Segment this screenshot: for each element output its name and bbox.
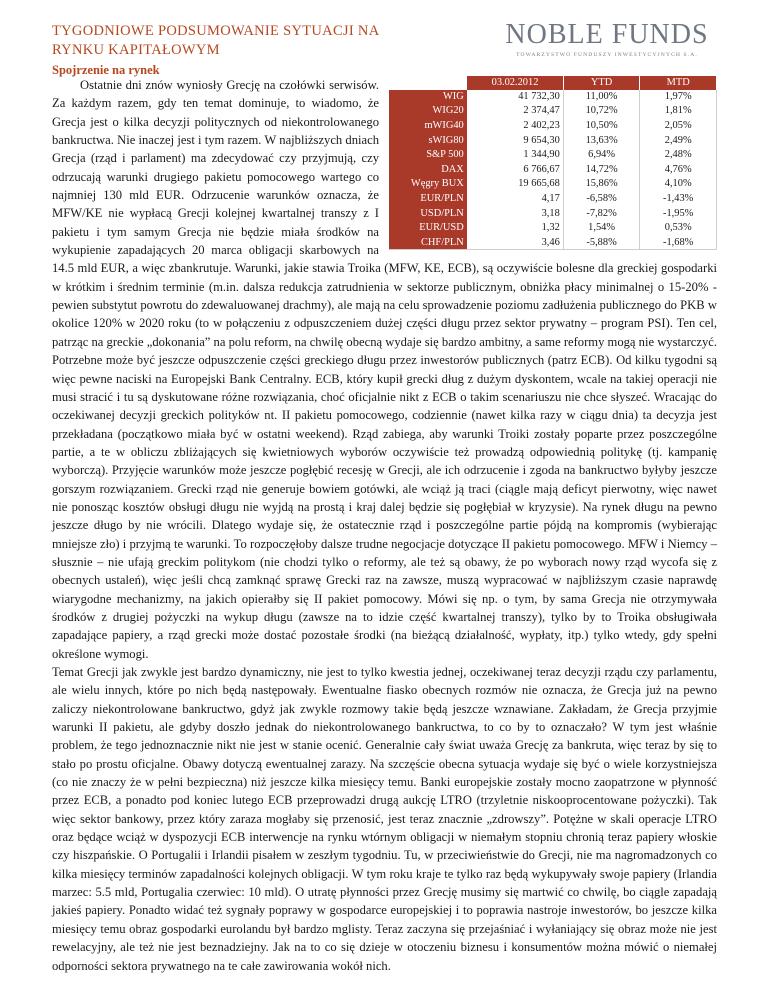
table-row bbox=[389, 235, 717, 250]
section-heading: Spojrzenie na rynek bbox=[52, 63, 160, 77]
header-date: 03.02.2012 bbox=[467, 76, 564, 90]
article-body bbox=[52, 76, 717, 975]
ytd-change: 13,63% bbox=[563, 133, 640, 148]
instrument-name: S&P 500 bbox=[389, 147, 467, 162]
header-blank-cell bbox=[389, 76, 467, 90]
instrument-name: WIG bbox=[389, 90, 467, 104]
instrument-value: 2 402,23 bbox=[467, 118, 564, 133]
ytd-change: 11,00% bbox=[563, 90, 640, 104]
header-mtd: MTD bbox=[640, 76, 717, 90]
table-row bbox=[389, 90, 717, 104]
table-row bbox=[389, 206, 717, 221]
table-row bbox=[389, 191, 717, 206]
table-row bbox=[389, 147, 717, 162]
instrument-value: 9 654,30 bbox=[467, 133, 564, 148]
header-ytd: YTD bbox=[563, 76, 640, 90]
table-body bbox=[389, 90, 717, 250]
instrument-value: 2 374,47 bbox=[467, 104, 564, 119]
instrument-name: WIG20 bbox=[389, 104, 467, 119]
instrument-name: mWIG40 bbox=[389, 118, 467, 133]
ytd-change: 15,86% bbox=[563, 177, 640, 192]
mtd-change: 2,49% bbox=[640, 133, 717, 148]
mtd-change: 0,53% bbox=[640, 220, 717, 235]
mtd-change: 1,81% bbox=[640, 104, 717, 119]
instrument-name: DAX bbox=[389, 162, 467, 177]
ytd-change: 14,72% bbox=[563, 162, 640, 177]
mtd-change: 1,97% bbox=[640, 90, 717, 104]
instrument-name: sWIG80 bbox=[389, 133, 467, 148]
logo-subtitle: TOWARZYSTWO FUNDUSZY INWESTYCYJNYCH S.A. bbox=[516, 52, 698, 58]
ytd-change: -5,88% bbox=[563, 235, 640, 250]
logo-wordmark: NOBLE FUNDS bbox=[505, 19, 709, 50]
table-row bbox=[389, 162, 717, 177]
noble-funds-logo bbox=[498, 20, 716, 58]
table-row bbox=[389, 133, 717, 148]
ytd-change: 6,94% bbox=[563, 147, 640, 162]
instrument-value: 3,46 bbox=[467, 235, 564, 250]
mtd-change: -1,68% bbox=[640, 235, 717, 250]
ytd-change: -7,82% bbox=[563, 206, 640, 221]
article-paragraph: Ostatnie dni znów wyniosły Grecję na czołówki serwisów. Za każdym razem, gdy ten temat dominuje, to wiadomo, że Grecja jest o kilka decyzji politycznych od niekontrolowanego bankructwa. Nie inaczej jest i tym razem. W najbliższych dniach Grecja (rząd i parlament) ma zdecydować czy przyjmują, czy odrzucają warunki drugiego pakietu pomocowego wartego co najmniej 130 mld EUR. Odrzucenie warunków oznacza, że MFW/KE nie wypłacą Grecji kolejnej kwartalnej transzy z I pakietu i tym samym Grecja nie będzie miała środków na wykupienie zapadających 20 marca obligacji skarbowych na 14.5 mld EUR, a więc zbankrutuje. Warunki, jakie stawia Troika (MFW, KE, ECB), są oczywiście bolesne dla greckiej gospodarki w krótkim i średnim terminie (m.in. dalsza redukcja zatrudnienia w sektorze publicznym, obniżka płacy minimalnej o 15-20% - pewien substytut powrotu do zdewaluowanej drachmy), ale mają na celu sprowadzenie poziomu zadłużenia publicznego do PKB w okolice 120% w 2020 roku (to w połączeniu z odpuszczeniem dużej części długu przez sektor prywatny – program PSI). Ten cel, patrząc na greckie „dokonania” na polu reform, na chwilę obecną wydaje się bardzo ambitny, a same reformy mogą nie wystarczyć. Potrzebne może być jeszcze odpuszczenie części greckiego długu przez inwestorów publicznych (patrz ECB). Od kilku tygodni są więc pewne naciski na Europejski Bank Centralny. ECB, który kupił grecki dług z dużym dyskontem, wcale na takiej operacji nie musi stracić i tu są dyskutowane różne rozwiązania, choć oficjalnie nikt z ECB o takim scenariuszu nie chce słyszeć. Wracając do oczekiwanej decyzji greckich polityków nt. II pakietu pomocowego, codziennie (nawet kilka razy w ciągu dnia) ta decyzja jest przekładana (początkowo miała być w ostatni weekend). Rząd zabiega, aby warunki Troiki zostały poparte przez poszczególne partie, a te w obliczu zbliżających się kwietniowych wyborów oczywiście też prowadzą odpowiednią politykę (tj. kampanię wyborczą). Przyjęcie warunków może jeszcze pogłębić recesję w Grecji, ale ich odrzucenie i zgoda na bankructwo byłyby jeszcze gorszym rozwiązaniem. Grecki rząd nie generuje bowiem gotówki, ale wciąż ją traci (ciągle mają deficyt pierwotny, więc nawet nie ponosząc kosztów obsługi długu nie wyjdą na prostą i kraj dalej będzie się pogłębiał w kryzysie). Na rynek długu na pewno jeszcze długo by nie wrócili. Dlatego wydaje się, że ostatecznie rząd i poszczególne partie pójdą na kompromis (wybierając mniejsze zło) i przyjmą te warunki. To rozpoczęłoby dalsze trudne negocjacje dotyczące II pakietu pomocowego. MFW i Niemcy – słusznie – nie ufają greckim politykom (nie chodzi tylko o reformy, ale też są obawy, że po wyborach nowy rząd wycofa się z obecnych ustaleń), więc jeśli chcą zamknąć sprawę Grecki raz na zawsze, muszą wypracować w najbliższym czasie naprawdę wiarygodne mechanizmy, na jakich opierałby się II pakiet pomocowy. Mówi się np. o tym, by sama Grecja nie otrzymywała środków z drugiej pożyczki na wykup długu (zawsze na to idzie część kwartalnej transzy), tylko by to Troika obsługiwała zapadające papiery, a rząd grecki może dostać pozostałe środki (na bieżącą działalność, wypłaty, itp.) tylko wtedy, gdy spełni określone wymogi. bbox=[52, 78, 717, 661]
instrument-name: USD/PLN bbox=[389, 206, 467, 221]
instrument-value: 6 766,67 bbox=[467, 162, 564, 177]
instrument-value: 1 344,90 bbox=[467, 147, 564, 162]
instrument-name: EUR/PLN bbox=[389, 191, 467, 206]
ytd-change: 1,54% bbox=[563, 220, 640, 235]
mtd-change: 4,76% bbox=[640, 162, 717, 177]
mtd-change: -1,95% bbox=[640, 206, 717, 221]
instrument-name: Węgry BUX bbox=[389, 177, 467, 192]
table-row bbox=[389, 177, 717, 192]
instrument-value: 41 732,30 bbox=[467, 90, 564, 104]
mtd-change: 2,48% bbox=[640, 147, 717, 162]
instrument-value: 3,18 bbox=[467, 206, 564, 221]
mtd-change: 2,05% bbox=[640, 118, 717, 133]
table-row bbox=[389, 118, 717, 133]
instrument-value: 19 665,68 bbox=[467, 177, 564, 192]
instrument-value: 4,17 bbox=[467, 191, 564, 206]
ytd-change: -6,58% bbox=[563, 191, 640, 206]
instrument-value: 1,32 bbox=[467, 220, 564, 235]
ytd-change: 10,72% bbox=[563, 104, 640, 119]
table-row bbox=[389, 220, 717, 235]
market-summary-table bbox=[389, 76, 717, 250]
report-title: TYGODNIOWE PODSUMOWANIE SYTUACJI NA RYNKU KAPITAŁOWYM bbox=[52, 23, 379, 58]
article-paragraph: Temat Grecji jak zwykle jest bardzo dynamiczny, nie jest to tylko kwestia jednej, oczekiwanej teraz decyzji rządu czy parlamentu, ale wielu innych, które po nich będą następowały. Ewentualne fiasko obecnych rozmów nie oznacza, że Grecja już na pewno zaliczy niekontrolowane bankructwo, gdyż jak zwykle rozmowy takie będą jeszcze wznawiane. Zakładam, że Grecja przyjmie warunki II pakietu, ale gdyby doszło jednak do niekontrolowanego bankructwa, to co by to oznaczało? W tym jest właśnie problem, że tego jednoznacznie nikt nie jest w stanie ocenić. Generalnie cały świat uważa Grecję za bankruta, więc teraz by się to stało po prostu oficjalne. Obawy dotyczą ewentualnej zarazy. Na szczęście obecna sytuacja wydaje się być o wiele korzystniejsza (co nie znaczy że w pełni bezpieczna) niż jeszcze kilka miesięcy temu. Banki europejskie zostały mocno zaopatrzone w płynność przez ECB, a ponadto pod koniec lutego ECB przeprowadzi drugą aukcję LTRO (trzyletnie niskooprocentowane pożyczki). Tak więc sektor bankowy, przez który zaraza mogłaby się przenosić, jest teraz znacznie „zdrowszy”. Potężne w skali operacje LTRO oraz będące wciąż w dyspozycji ECB interwencje na rynku wtórnym obligacji w niemałym stopniu chronią teraz papiery włoskie czy hiszpańskie. O Portugalii i Irlandii pisałem w zeszłym tygodniu. Tu, w przeciwieństwie do Grecji, nie ma nagromadzonych co kilka miesięcy terminów zapadalności kolejnych obligacji. W tym roku kraje te tylko raz będą wykupywały swoje papiery (Irlandia marzec: 5.5 mld, Portugalia czerwiec: 10 mld). O utratę płynności przez Grecję musimy się martwić co chwilę, bo ciągle zapadają jakieś papiery. Ponadto widać też sygnały poprawy w gospodarce europejskiej i to poprawia nastroje inwestorów, bo jeszcze kilka miesięcy temu obraz gospodarki eurolandu był bardzo mglisty. Teraz zaczyna się przejaśniać i wyłaniający się obraz może nie jest rewelacyjny, ale też nie jest beznadziejny. Jak na to co się dzieje w otoczeniu biznesu i konsumentów można mówić o niemałej odporności sektora prywatnego na te całe zawirowania wokół nich. bbox=[52, 665, 717, 973]
ytd-change: 10,50% bbox=[563, 118, 640, 133]
instrument-name: EUR/USD bbox=[389, 220, 467, 235]
table-header-row bbox=[389, 76, 717, 90]
mtd-change: 4,10% bbox=[640, 177, 717, 192]
table-row bbox=[389, 104, 717, 119]
instrument-name: CHF/PLN bbox=[389, 235, 467, 250]
mtd-change: -1,43% bbox=[640, 191, 717, 206]
